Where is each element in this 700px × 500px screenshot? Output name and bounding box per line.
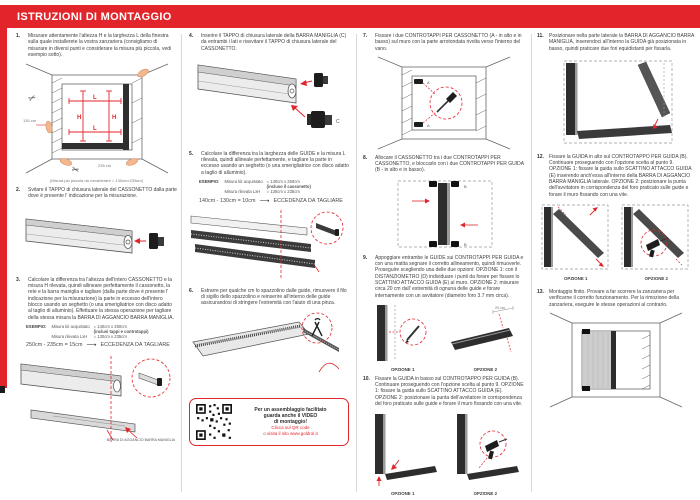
step-12 xyxy=(537,154,695,198)
example-meas-value: = 130cm x 235cm xyxy=(93,334,127,340)
opzione-1-label: OPZIONE 1 xyxy=(390,491,415,497)
diagram-finished xyxy=(546,311,686,409)
diagram-allocate-cassonetto-wrap xyxy=(363,177,525,251)
column-4 xyxy=(537,33,695,413)
diagram-finished-wrap xyxy=(537,311,695,409)
video-info-text xyxy=(239,407,342,437)
barra-aggancio-diagonal xyxy=(638,62,670,117)
controtappo-icon xyxy=(429,181,437,187)
step-9-options xyxy=(363,302,525,372)
scissors-icon: ✂ xyxy=(26,92,38,105)
step-number: 11. xyxy=(537,33,544,39)
qr-red-line: o visita il sito www.goldrol.it xyxy=(263,430,318,436)
guide-bar xyxy=(123,84,129,150)
step-11 xyxy=(537,33,695,52)
cassonetto-bar xyxy=(62,143,129,149)
step-text: Fissare la GUIDA in basso sul CONTROTAPPO PER GUIDA (B). Continuare proseguendo con l'opzione scelta al punto 9. OPZIONE 1: fissare la guida sullo SCATTINO ATTACCO GUIDA (E). OPZIONE 2: posizionare la punta dell'avvitatore in corrispondenza del foro praticato sulle guide e forare il muro fissando con una vite. xyxy=(375,375,524,408)
opzione-1-label: OPZIONE 1 xyxy=(390,366,415,372)
formula-result: ECCEDENZA DA TAGLIARE xyxy=(100,342,170,349)
label-h-right: H xyxy=(111,115,116,122)
step-text: Posizionare nella parte laterale la BARRA DI AGGANCIO BARRA MANIGLIA, inserendoci all'interno la GUIDA già posizionata in basso, quindi praticare due fori equidistanti per fissarla. xyxy=(549,33,695,52)
step-number: 4. xyxy=(189,33,194,39)
diagram-allocate-cassonetto xyxy=(374,177,514,251)
formula-result: ECCEDENZA DA TAGLIARE xyxy=(273,197,343,204)
opzione-2-label: OPZIONE 2 xyxy=(644,275,668,281)
step-text: Allocare il CASSONETTO tra i due CONTROTAPPI PER CASSONETTO, e bloccarlo con i due CONTROTAPPI PER GUIDA (B - in alto e in basso). xyxy=(375,154,524,174)
opzione-1-label: OPZIONE 1 xyxy=(563,275,588,281)
tappo-cap-icon xyxy=(307,111,332,128)
step-text: Appoggiare entrambe le GUIDE sui CONTROTAPPI PER GUIDA e con una matita segnare il corretto allineamento, quindi rimuoverle. Proseguire scegliendo una delle due opzioni: OPZIONE 1: con il DISTANZIOMETRO (D) individuare i punti da forare per fissare lo SCATTINO ATTACCO GUIDA (E) al muro. OPZIONE 2: misurare circa 20 cm dall' estremità di ognuna delle guide e forare internamente con un avvitatore (diametro foro 3.7 mm circa). xyxy=(375,254,524,299)
step-number: 8. xyxy=(363,154,368,161)
formula-text: 250cm - 235cm = 15cm xyxy=(26,342,83,349)
page-title: ISTRUZIONI DI MONTAGGIO xyxy=(17,11,172,23)
diagram-insert-caps-wrap xyxy=(189,55,349,147)
tappo-cap-icon xyxy=(314,73,328,87)
qr-bold-line: Per un assemblaggio facilitato xyxy=(254,406,327,413)
diagram-barra-laterale xyxy=(546,55,686,150)
scissors-icon: ✂ xyxy=(70,164,80,176)
step-number: 10. xyxy=(363,375,370,382)
screwdriver-icon xyxy=(437,92,457,112)
barra-maniglia xyxy=(611,331,616,389)
diagram-cut-block xyxy=(17,352,177,452)
label-a: A xyxy=(427,79,430,85)
example-kit-value: = 140cm x 250cm xyxy=(266,179,300,185)
step-4 xyxy=(189,33,349,52)
diagram-window-measure xyxy=(22,61,172,177)
barra-aggancio-bar xyxy=(31,410,135,432)
step-8 xyxy=(363,155,525,174)
diagram-cut-guides-wrap xyxy=(189,208,349,284)
opzione-2-figure xyxy=(618,201,695,281)
red-arrow xyxy=(300,80,312,86)
label-h-left: H xyxy=(76,115,81,122)
example-meas-label: Misura rilevata LxH xyxy=(51,334,88,340)
step-text: Fissare la GUIDA in alto sul CONTROTAPPO PER GUIDA (B). Continuare proseguendo con l'opzione scelta al punto 9. OPZIONE 1: fissare la guida sullo SCATTINO ATTACCO GUIDA (E) inserendo anch'essa all'interno della BARRA DI AGGANCIO BARRA MANIGLIA laterale. OPZIONE 2: posizionare la punta dell'avvitatore in corrispondenza del foro praticato sulle guide e forare il muro fissando con una vite. xyxy=(549,153,692,198)
step-text: Svitare il TAPPO di chiusura laterale del CASSONETTO dalla parte dove è presente l' indicazione per la misurazione. xyxy=(28,187,177,200)
step-text: Misurare attentamente l'altezza H e la larghezza L della finestra sulla quale installerete la vostra zanzariera (consigliamo di misurare in diversi punti e considerare la misura più piccola, vedi esempio sotto). xyxy=(28,33,172,58)
column-2 xyxy=(189,33,349,446)
zanzariera-mesh xyxy=(583,332,611,388)
dim-235cm: 235 cm xyxy=(97,163,111,169)
column-1 xyxy=(16,33,177,456)
video-info-box xyxy=(189,398,349,446)
step-number: 9. xyxy=(363,254,368,261)
step-text: Estrarre per qualche cm lo spazzolino dalle guide, rimuovere il filo di sigillo dello spazzolino e reinserire all'interno delle guide assicurandosi di stringere l'estremità con l'aiuto di una pinza. xyxy=(201,287,347,307)
diagram-window-measure-wrap xyxy=(16,61,177,183)
formula-2 xyxy=(199,197,349,205)
diagram-cut-block-wrap xyxy=(16,352,177,452)
diagram-fix-guide-1 xyxy=(365,410,441,490)
label-l-bottom: L xyxy=(92,126,97,133)
step-number: 13. xyxy=(537,288,544,295)
qr-bold-line: guarda anche il VIDEO xyxy=(263,412,318,419)
step-6 xyxy=(189,288,349,307)
step-10 xyxy=(363,376,525,407)
diagram-unscrew-cap-wrap xyxy=(16,203,177,273)
diagram-caption: (Misura più piccola da considerare = 130cm×235cm) xyxy=(49,178,144,184)
step-7 xyxy=(363,33,525,52)
guida-vertical xyxy=(566,63,575,135)
diagram-barra-laterale-wrap xyxy=(537,55,695,150)
step-2 xyxy=(16,187,177,200)
step-text: Calcolare la differenza tra l'altezza dell'intero CASSONETTO e la misura H rilevata, quindi allineare perfettamente il cassonetto, la rete e la barra maniglia e tagliare (dalla parte dove è presente l' indicazione per la misurazione) la parte in eccesso dell'intero blocco usando un seghetto (o una smerigliatrice con disco adatto al taglio di alluminio). Effettuare la stessa operazione per tagliare della stessa misura la BARRA DI AGGANCIO BARRA MANIGLIA. xyxy=(28,276,174,321)
step-number: 6. xyxy=(189,287,194,294)
qr-code[interactable] xyxy=(196,404,232,440)
hand-icon xyxy=(45,68,150,167)
diagram-fix-top-2 xyxy=(618,201,694,275)
diagram-opzione2-measure xyxy=(447,302,523,366)
step-5 xyxy=(189,151,349,176)
guida-diagonal xyxy=(633,209,684,258)
formula-1 xyxy=(26,341,177,349)
diagram-insert-caps xyxy=(194,55,344,147)
step-3 xyxy=(16,277,177,321)
column-divider xyxy=(356,34,357,492)
step-10-options xyxy=(363,410,525,496)
opzione-1-figure xyxy=(363,302,442,372)
controtappo-a-bottom xyxy=(414,122,423,127)
opzione-2-label: OPZIONE 2 xyxy=(473,366,498,372)
controtappo-icon xyxy=(451,241,459,247)
qr-bold-line: di montaggio! xyxy=(273,419,308,426)
example-kit-label: Misura kit acquistato xyxy=(224,179,263,185)
diagram-cut-guides xyxy=(189,208,349,284)
step-number: 2. xyxy=(16,187,21,194)
seal-wire xyxy=(319,363,339,372)
controtappo-icon xyxy=(429,241,437,247)
step-text: Calcolare la differenza tra la larghezza delle GUIDE e la misura L rilevata, quindi allineale perfettamente, e tagliare la parte in eccesso usando un seghetto (o una smerigliatrice con disco adatto a taglio di alluminio). xyxy=(201,150,349,176)
label-a: A xyxy=(427,122,430,128)
example-kit-value: = 140cm x 250cm xyxy=(93,323,127,329)
arrow-icon: ⟶ xyxy=(259,197,270,205)
diagram-unscrew-cap xyxy=(22,203,172,273)
example-label: ESEMPIO: xyxy=(26,323,47,329)
step-number: 7. xyxy=(363,33,368,39)
example-kit-label: Misura kit acquistato xyxy=(51,323,90,329)
controtappo-icon xyxy=(582,329,590,334)
red-tick xyxy=(315,266,319,272)
example-meas-value: = 130cm x 235cm xyxy=(266,189,300,195)
step-1 xyxy=(16,33,177,58)
pliers-icon xyxy=(312,318,322,335)
example-kit-note: (incluso il cassonetto) xyxy=(266,184,311,190)
column-divider xyxy=(531,34,532,492)
label-c: C xyxy=(336,118,340,125)
diagram-brush-wrap xyxy=(189,310,349,394)
label-b: B xyxy=(464,183,467,189)
diagram-controtappi-wall-wrap xyxy=(363,55,525,151)
step-number: 3. xyxy=(16,276,21,283)
dim-130cm: 130 cm xyxy=(22,118,36,124)
step-number: 12. xyxy=(537,153,544,160)
example-kit-note: (inclusi tappi e controtappi) xyxy=(93,329,149,335)
controtappo-icon xyxy=(582,386,590,391)
opzione-1-figure xyxy=(537,201,614,281)
opzione-2-figure xyxy=(446,302,525,372)
column-divider xyxy=(181,34,182,492)
step-number: 1. xyxy=(16,33,21,39)
example-block-2 xyxy=(199,179,349,195)
example-meas-label: Misura rilevata LxH xyxy=(224,189,261,195)
diagram-brush xyxy=(189,310,349,394)
red-arrow xyxy=(134,238,146,244)
column-3 xyxy=(363,33,525,500)
controtappo-icon xyxy=(451,181,459,187)
label-20cm: 20 cm xyxy=(495,305,506,310)
diagram-opzione1-mark xyxy=(365,302,441,366)
page-border-left xyxy=(0,5,7,388)
cap-piece xyxy=(157,378,162,386)
arrow-icon: ⟶ xyxy=(86,342,97,350)
cassonetto-vertical xyxy=(438,183,447,245)
formula-text: 140cm - 130cm = 10cm xyxy=(199,197,256,204)
pencil-icon xyxy=(405,326,419,343)
opzione-2-label: OPZIONE 2 xyxy=(473,491,498,497)
tappo-cap-icon xyxy=(149,233,164,249)
example-label: ESEMPIO: xyxy=(199,179,220,185)
step-number: 5. xyxy=(189,150,194,157)
qr-red-line: Clicca sul QR code xyxy=(271,425,310,431)
barra-aggancio-label: BARRA DI AGGANCIO BARRA MANIGLIA xyxy=(106,438,175,443)
step-text: Montaggio finito. Provare a far scorrere la zanzariera per verificarne il corretto funzionamento. Per la rimozione della zanzariera, eseguire le stesse operazioni al contrario. xyxy=(549,288,680,308)
crop-mark xyxy=(0,386,5,393)
step-13 xyxy=(537,289,695,308)
diagram-fix-guide-2 xyxy=(447,410,523,490)
red-arrow xyxy=(291,105,305,117)
guida-diagonal xyxy=(553,209,604,258)
opzione-2-figure xyxy=(446,410,525,496)
example-block-1 xyxy=(26,324,177,340)
diagram-controtappi-wall xyxy=(374,55,514,151)
controtappo-a-top xyxy=(414,79,423,84)
label-l-top: L xyxy=(92,95,97,102)
step-12-options xyxy=(537,201,695,281)
diagram-fix-top-1 xyxy=(538,201,614,275)
label-b: B xyxy=(464,241,467,247)
step-text: Fissare i due CONTROTAPPI PER CASSONETTO (A - in alto e in basso) sul muro con la parte arrotondata rivolta verso l'interno del vano. xyxy=(375,33,522,52)
step-9 xyxy=(363,255,525,299)
opzione-1-figure xyxy=(363,410,442,496)
step-text: Inserire il TAPPO di chiusura laterale della BARRA MANIGLIA (C) da entrambi i lati e riavvitare il TAPPO di chiusura laterale del CASSONETTO. xyxy=(201,33,347,52)
